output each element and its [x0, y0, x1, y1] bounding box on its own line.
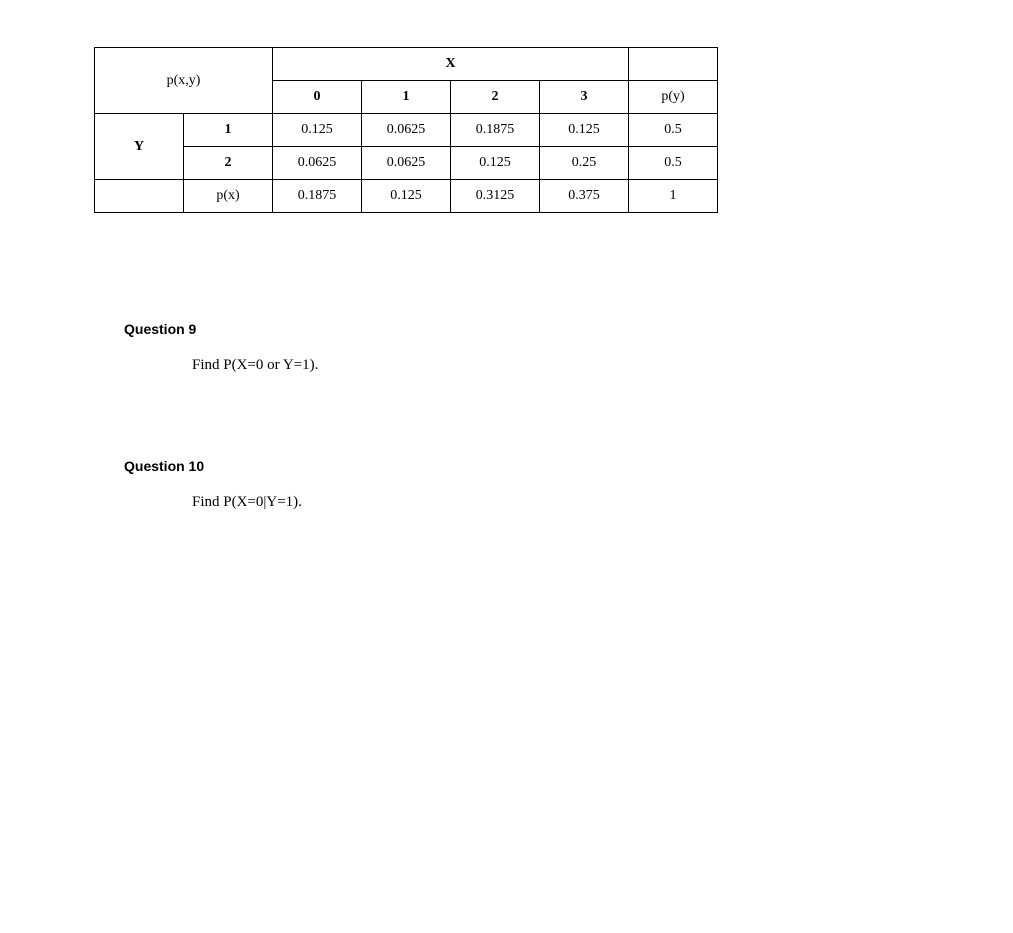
table-corner-label: p(x,y) — [95, 48, 273, 114]
question-10-heading: Question 10 — [124, 458, 205, 474]
question-9-text: Find P(X=0 or Y=1). — [192, 357, 319, 373]
prob-cell: 0.125 — [273, 114, 362, 147]
px-cell: 0.125 — [362, 180, 451, 213]
prob-cell: 0.1875 — [451, 114, 540, 147]
joint-probability-table — [94, 47, 718, 213]
question-10-text: Find P(X=0|Y=1). — [192, 494, 302, 510]
px-cell: 0.375 — [540, 180, 629, 213]
py-cell: 0.5 — [629, 114, 718, 147]
px-cell: 0.1875 — [273, 180, 362, 213]
prob-cell: 0.0625 — [362, 147, 451, 180]
table-row — [95, 114, 718, 147]
px-cell: 0.3125 — [451, 180, 540, 213]
y-value: 1 — [184, 114, 273, 147]
question-9-heading: Question 9 — [124, 321, 197, 337]
x-header: X — [273, 48, 629, 81]
y-value: 2 — [184, 147, 273, 180]
empty-cell — [629, 48, 718, 81]
prob-cell: 0.0625 — [362, 114, 451, 147]
px-total: 1 — [629, 180, 718, 213]
px-label: p(x) — [184, 180, 273, 213]
empty-cell — [95, 180, 184, 213]
prob-cell: 0.25 — [540, 147, 629, 180]
prob-cell: 0.125 — [451, 147, 540, 180]
table-row — [95, 180, 718, 213]
table-row — [95, 147, 718, 180]
x-value: 0 — [273, 81, 362, 114]
x-value: 1 — [362, 81, 451, 114]
y-header: Y — [95, 114, 184, 180]
x-value: 2 — [451, 81, 540, 114]
py-header: p(y) — [629, 81, 718, 114]
py-cell: 0.5 — [629, 147, 718, 180]
prob-cell: 0.125 — [540, 114, 629, 147]
prob-cell: 0.0625 — [273, 147, 362, 180]
x-value: 3 — [540, 81, 629, 114]
